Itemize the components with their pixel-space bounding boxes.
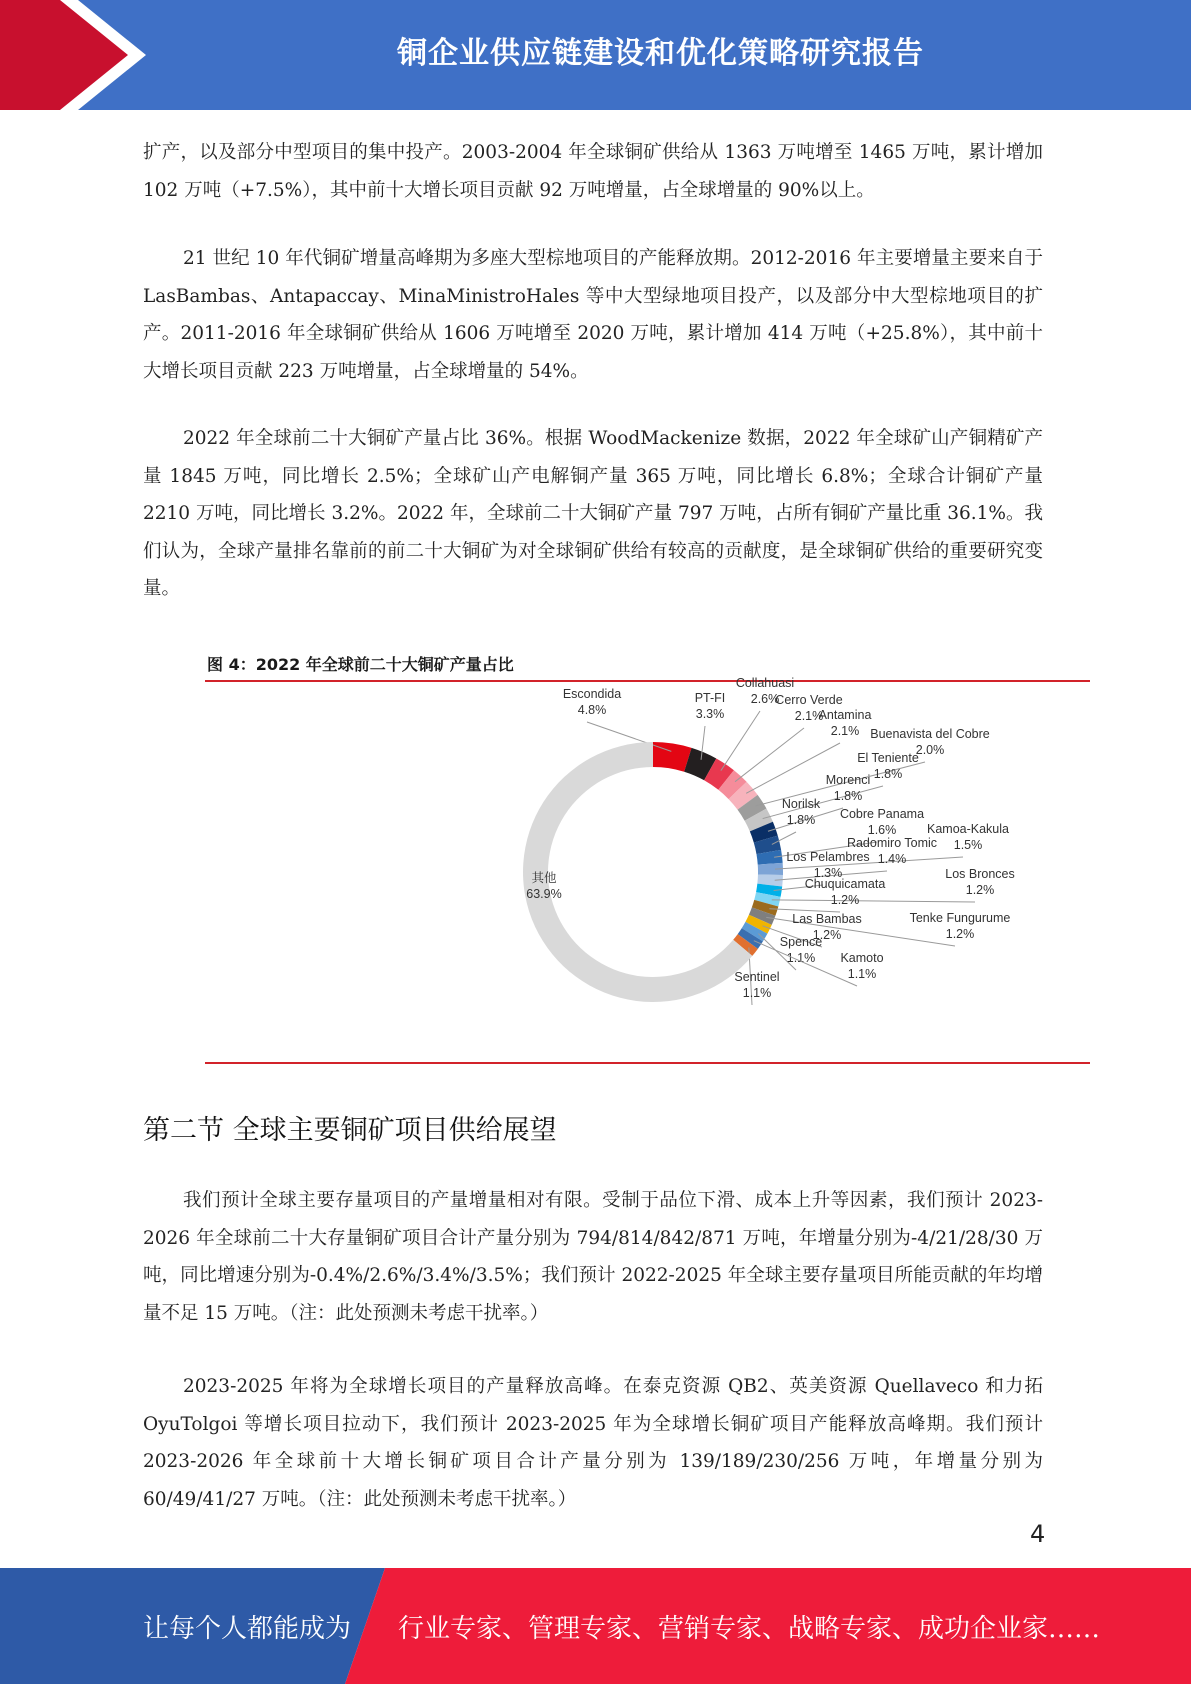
slice-value-label: 1.1% [847, 967, 877, 981]
slice-label: Los Bronces [945, 867, 1015, 881]
slice-value-label: 1.8% [833, 789, 863, 803]
slice-value-label: 1.2% [830, 893, 860, 907]
paragraph-2-block [143, 240, 1043, 390]
paragraph-4-block [143, 1182, 1043, 1332]
slice-value-label: 3.3% [695, 707, 725, 721]
slice-label: Spence [779, 935, 823, 949]
slice-label: 其他 [531, 871, 557, 885]
leader-line [735, 728, 804, 782]
leader-line [721, 711, 760, 771]
figure-4 [205, 640, 1090, 1065]
paragraph-1-block [143, 134, 1043, 209]
donut-chart [205, 640, 1090, 1065]
slice-value-label: 1.1% [786, 951, 816, 965]
slice-label: Cobre Panama [839, 807, 925, 821]
page-footer [0, 1568, 1191, 1684]
slice-value-label: 1.4% [877, 852, 907, 866]
slice-label: Los Pelambres [786, 850, 870, 864]
slice-value-label: 1.3% [813, 866, 843, 880]
figure-bottom-rule [205, 1062, 1090, 1064]
slice-label: Buenavista del Cobre [870, 727, 990, 741]
slice-label: Radomiro Tomic [846, 836, 938, 850]
section-heading: 第二节 全球主要铜矿项目供给展望 [143, 1115, 557, 1146]
paragraph-4: 我们预计全球主要存量项目的产量增量相对有限。受制于品位下滑、成本上升等因素，我们预计 2023-2026 年全球前二十大存量铜矿项目合计产量分别为 794/814/842/871 万吨，年增量分别为-4/21/28/30 万吨，同比增速分别为-0.4%/2.6%/3.4%/3.5%；我们预计 2022-2025 年全球主要存量项目所能贡献的年均增量不足 15 万吨。（注：此处预测未考虑干扰率。） [143, 1190, 1043, 1324]
slice-label: Tenke Fungurume [909, 911, 1011, 925]
slice-value-label: 1.2% [945, 927, 975, 941]
slice-value-label: 2.1% [830, 724, 860, 738]
paragraph-2: 21 世纪 10 年代铜矿增量高峰期为多座大型棕地项目的产能释放期。2012-2016 年主要增量主要来自于 LasBambas、Antapaccay、MinaMinistroHales 等中大型绿地项目投产，以及部分中大型棕地项目的扩产。2011-2016 年全球铜矿供给从 1606 万吨增至 2020 万吨，累计增加 414 万吨（+25.8%），其中前十大增长项目贡献 223 万吨增量，占全球增量的 54%。 [143, 248, 1043, 382]
slice-value-label: 4.8% [577, 703, 607, 717]
footer-slogan-right: 行业专家、管理专家、营销专家、战略专家、成功企业家…… [398, 1613, 1101, 1644]
slice-label: PT-FI [694, 691, 726, 705]
slice-label: Collahuasi [735, 676, 795, 690]
slice-label: Escondida [562, 687, 622, 701]
slice-value-label: 1.5% [953, 838, 983, 852]
slice-label: Kamoa-Kakula [927, 822, 1009, 836]
slice-label: El Teniente [857, 751, 919, 765]
paragraph-3-block [143, 420, 1043, 608]
slice-value-label: 2.1% [794, 709, 824, 723]
page-number: 4 [1030, 1520, 1046, 1548]
slice-value-label: 1.1% [742, 986, 772, 1000]
figure-title: 图 4：2022 年全球前二十大铜矿产量占比 [207, 655, 514, 674]
slice-value-label: 2.6% [750, 692, 780, 706]
slice-label: Chuquicamata [804, 877, 886, 891]
slice-label: Antamina [818, 708, 872, 722]
slice-value-label: 1.2% [965, 883, 995, 897]
slice-value-label: 2.0% [915, 743, 945, 757]
slice-label: Kamoto [840, 951, 884, 965]
slice-value-label: 63.9% [526, 887, 562, 901]
slice-value-label: 1.8% [873, 767, 903, 781]
paragraph-3: 2022 年全球前二十大铜矿产量占比 36%。根据 WoodMackenize 数据，2022 年全球矿山产铜精矿产量 1845 万吨，同比增长 2.5%；全球矿山产电解铜产量 365 万吨，同比增长 6.8%；全球合计铜矿产量 2210 万吨，同比增长 3.2%。2022 年，全球前二十大铜矿产量 797 万吨，占所有铜矿产量比重 36.1%。我们认为，全球产量排名靠前的前二十大铜矿为对全球铜矿供给有较高的贡献度，是全球铜矿供给的重要研究变量。 [143, 428, 1043, 599]
slice-label: Sentinel [734, 970, 780, 984]
slice-label: Las Bambas [792, 912, 862, 926]
footer-slogan-left: 让每个人都能成为 [143, 1613, 352, 1644]
header-title: 铜企业供应链建设和优化策略研究报告 [397, 36, 924, 71]
slice-label: Morenci [825, 773, 871, 787]
slice-value-label: 1.8% [786, 813, 816, 827]
paragraph-1: 扩产，以及部分中型项目的集中投产。2003-2004 年全球铜矿供给从 1363 万吨增至 1465 万吨，累计增加 102 万吨（+7.5%），其中前十大增长项目贡献 92 万吨增量，占全球增量的 90%以上。 [143, 142, 1043, 201]
paragraph-5-block [143, 1368, 1043, 1518]
slice-value-label: 1.6% [867, 823, 897, 837]
paragraph-5: 2023-2025 年将为全球增长项目的产量释放高峰。在泰克资源 QB2、英美资源 Quellaveco 和力拓 OyuTolgoi 等增长项目拉动下，我们预计 2023-2025 年为全球增长铜矿项目产能释放高峰期。我们预计 2023-2026 年全球前十大增长铜矿项目合计产量分别为 139/189/230/256 万吨，年增量分别为 60/49/41/27 万吨。（注：此处预测未考虑干扰率。） [143, 1376, 1043, 1510]
slice-label: Cerro Verde [775, 693, 843, 707]
leader-line [772, 900, 975, 902]
page-header [0, 0, 1191, 110]
slice-label: Norilsk [781, 797, 821, 811]
slice-value-label: 1.2% [812, 928, 842, 942]
